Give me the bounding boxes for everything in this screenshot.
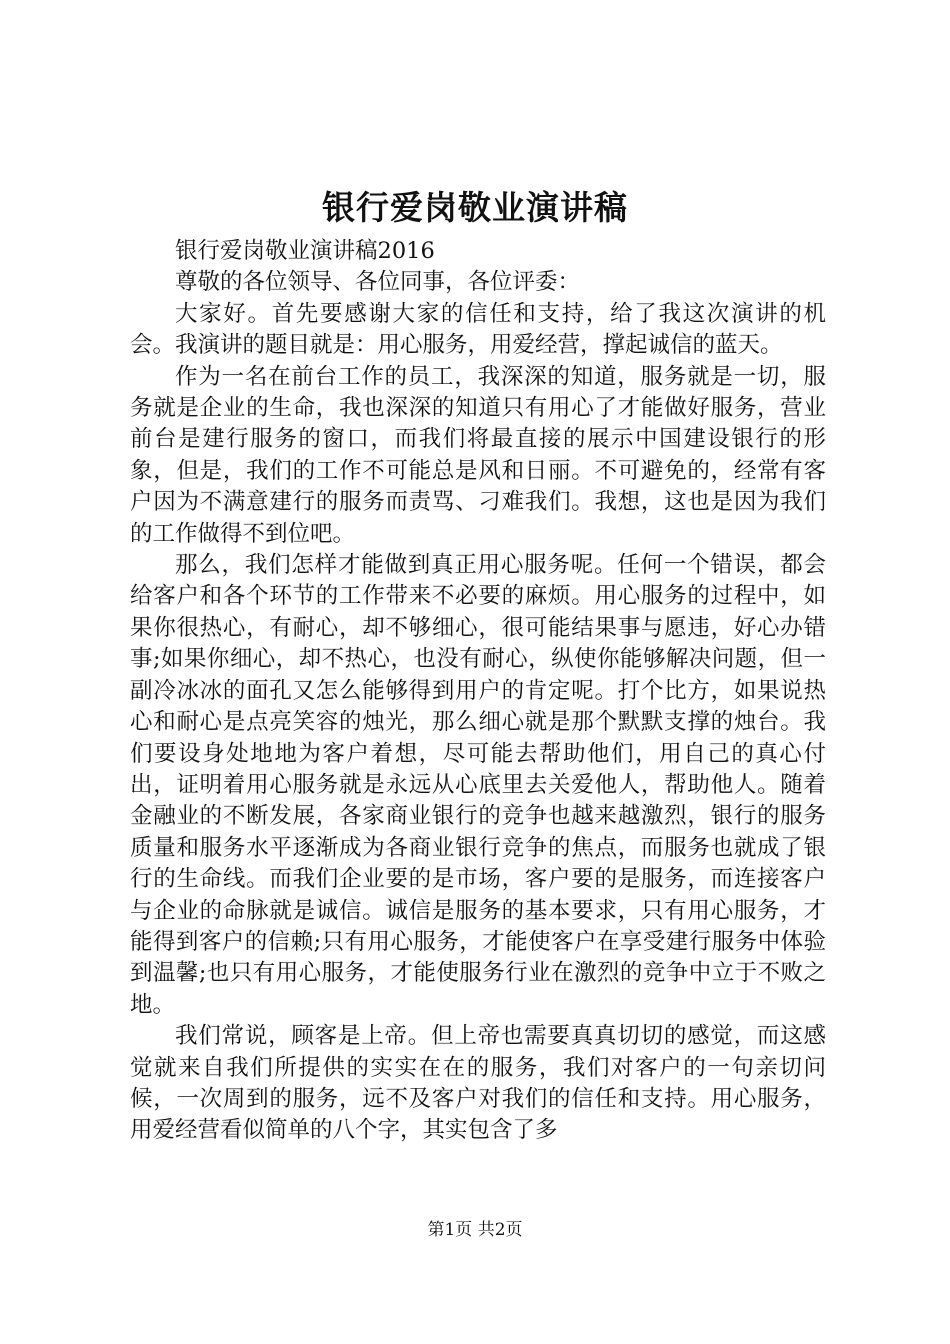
document-title: 银行爱岗敬业演讲稿 [322, 188, 628, 227]
paragraph-customer-god: 我们常说，顾客是上帝。但上帝也需要真真切切的感觉，而这感觉就来自我们所提供的实实在在的服务，我们对客户的一句亲切问候，一次周到的服务，远不及客户对我们的信任和支持。用心服务，用爱经营看似简单的八个字，其实包含了多 [130, 1023, 826, 1144]
paragraph-salutation: 尊敬的各位领导、各位同事，各位评委： [175, 269, 581, 296]
paragraph-attentive-service: 那么，我们怎样才能做到真正用心服务呢。任何一个错误，都会给客户和各个环节的工作带来不必要的麻烦。用心服务的过程中，如果你很热心，有耐心，却不够细心，很可能结果事与愿违，好心办错事;如果你细心，却不热心，也没有耐心，纵使你能够解决问题，但一副冷冰冰的面孔又怎么能够得到用户的肯定呢。打个比方，如果说热心和耐心是点亮笑容的烛光，那么细心就是那个默默支撑的烛台。我们要设身处地地为客户着想，尽可能去帮助他们，用自己的真心付出，证明着用心服务就是永远从心底里去关爱他人，帮助他人。随着金融业的不断发展，各家商业银行的竞争也越来越激烈，银行的服务质量和服务水平逐渐成为各商业银行竞争的焦点，而服务也就成了银行的生命线。而我们企业要的是市场，客户要的是服务，而连接客户与企业的命脉就是诚信。诚信是服务的基本要求，只有用心服务，才能得到客户的信赖;只有用心服务，才能使客户在享受建行服务中体验到温馨;也只有用心服务，才能使服务行业在激烈的竞争中立于不败之地。 [130, 552, 826, 1018]
document-body [130, 236, 826, 1147]
page-number-footer: 第1页 共2页 [427, 1220, 523, 1240]
paragraph-greeting: 大家好。首先要感谢大家的信任和支持，给了我这次演讲的机会。我演讲的题目就是：用心服务，用爱经营，撑起诚信的蓝天。 [130, 300, 826, 359]
paragraph-front-desk: 作为一名在前台工作的员工，我深深的知道，服务就是一切，服务就是企业的生命，我也深深的知道只有用心了才能做好服务，营业前台是建行服务的窗口，而我们将最直接的展示中国建设银行的形象，但是，我们的工作不可能总是风和日丽。不可避免的，经常有客户因为不满意建行的服务而责骂、刁难我们。我想，这也是因为我们的工作做得不到位吧。 [130, 363, 826, 547]
paragraph-subtitle: 银行爱岗敬业演讲稿2016 [175, 238, 435, 264]
